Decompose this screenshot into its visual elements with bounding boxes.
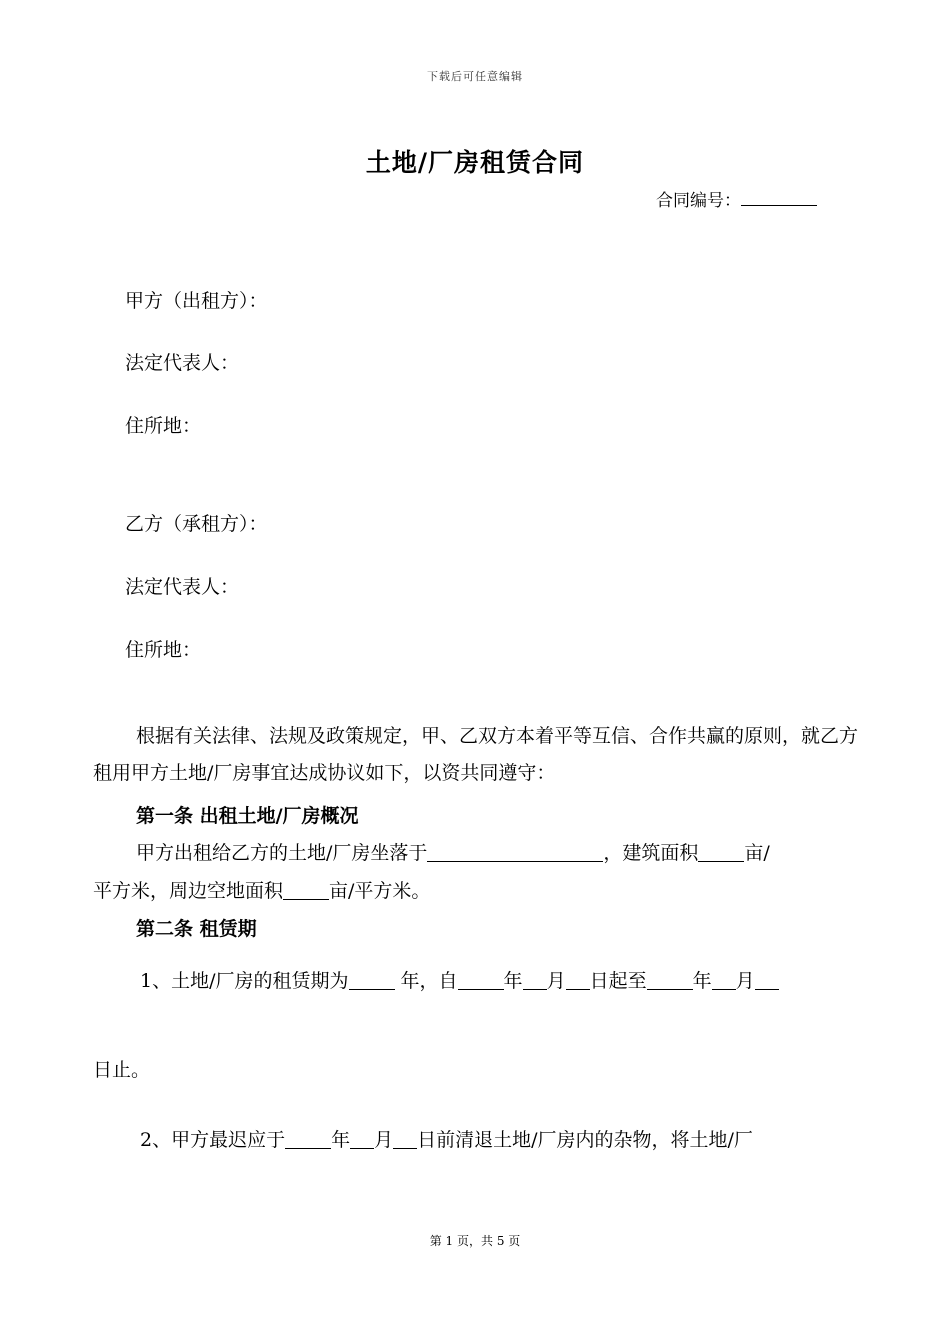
party-b-representative: 法定代表人：	[125, 576, 240, 598]
contract-number-label: 合同编号：	[656, 191, 741, 211]
start-year-blank[interactable]	[458, 969, 504, 990]
term-years-blank[interactable]	[349, 969, 395, 990]
clear-year-blank[interactable]	[285, 1128, 331, 1149]
article2-item2: 2、甲方最迟应于 年 月 日前清退土地/厂房内的杂物，将土地/厂	[140, 1129, 753, 1151]
clear-month-blank[interactable]	[350, 1128, 374, 1149]
end-day-blank[interactable]	[755, 969, 779, 990]
contract-number-blank[interactable]	[741, 187, 817, 206]
party-b-address: 住所地：	[125, 639, 202, 661]
party-a-representative: 法定代表人：	[125, 352, 240, 374]
party-b-label: 乙方（承租方）：	[125, 513, 268, 535]
party-a-label: 甲方（出租方）：	[125, 290, 268, 312]
end-month-blank[interactable]	[712, 969, 736, 990]
area-blank[interactable]	[698, 841, 744, 862]
location-blank[interactable]	[427, 841, 603, 862]
page-footer: 第 1 页，共 5 页	[429, 1234, 521, 1248]
contract-number	[656, 186, 817, 211]
article2-item1: 1、土地/厂房的租赁期为 年，自 年 月 日起至 年 月	[140, 966, 779, 993]
end-year-blank[interactable]	[647, 969, 693, 990]
header-note: 下载后可任意编辑	[427, 70, 523, 83]
party-a-address: 住所地：	[125, 415, 202, 437]
article1-heading: 第一条 出租土地/厂房概况	[136, 805, 359, 827]
article1-line1: 甲方出租给乙方的土地/厂房坐落于 ，建筑面积 亩/	[136, 842, 770, 864]
open-area-blank[interactable]	[283, 879, 329, 900]
start-month-blank[interactable]	[523, 969, 547, 990]
preamble-paragraph: 根据有关法律、法规及政策规定，甲、乙双方本着平等互信、合作共赢的原则，就乙方租用甲方土地/厂房事宜达成协议如下，以资共同遵守：	[93, 725, 859, 784]
start-day-blank[interactable]	[566, 969, 590, 990]
clear-day-blank[interactable]	[393, 1128, 417, 1149]
article2-item1-end: 日止。	[93, 1059, 151, 1081]
article2-heading: 第二条 租赁期	[136, 918, 257, 940]
document-title: 土地/厂房租赁合同	[365, 148, 585, 177]
article1-line2: 平方米，周边空地面积 亩/平方米。	[93, 880, 431, 902]
